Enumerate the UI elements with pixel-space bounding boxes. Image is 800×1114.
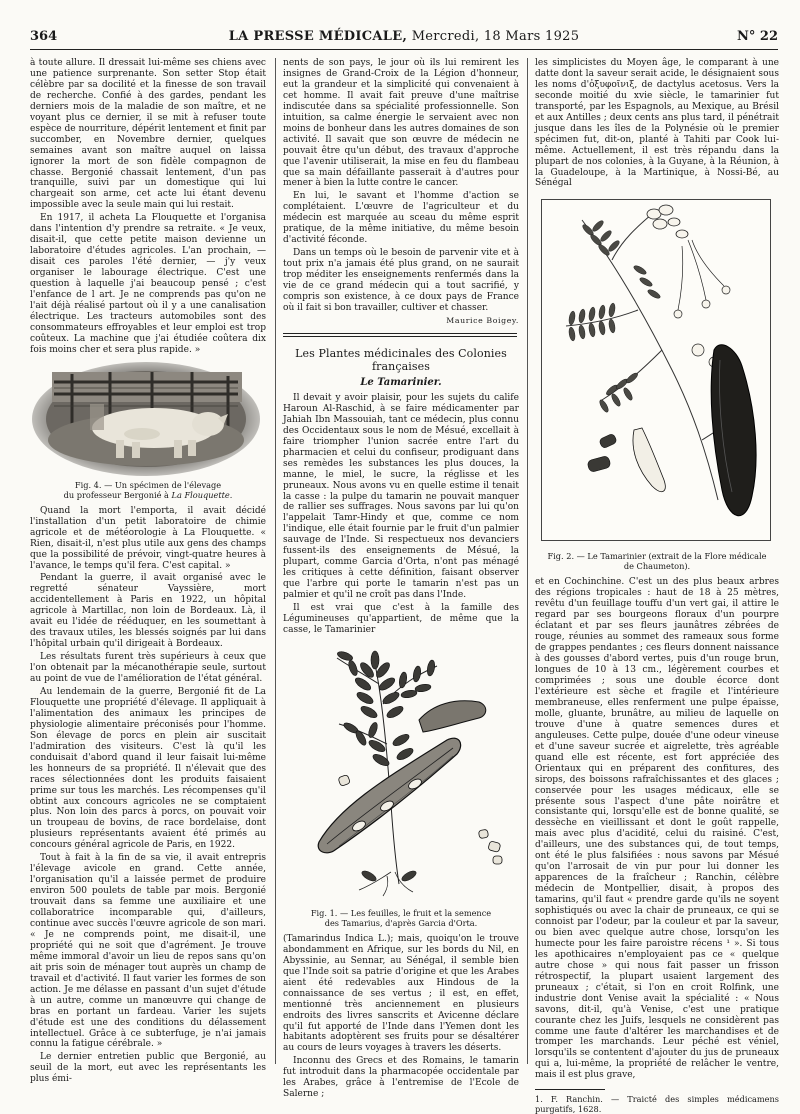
figure-2-caption [535, 551, 779, 571]
paragraph: à toute allure. Il dressait lui-même ses chiens avec une patience surprenante. Son setter Stop était célèbre par sa docilité et la finesse de son travail de recherche. Confié à des gardes, pendant les derniers mois de la maladie de son maître, et ne voyant plus ce dernier, il se mit à refuser toute espèce de nourriture, dépérit lentement et finit par succomber, en Novembre dernier, quelques semaines avant son maître auquel on laissa ignorer la mort de son fidèle compagnon de chasse. Bergonié chassait lentement, d'un pas tranquille, suivi par un domestique qui lui chargeait son arme, cet acte lui étant devenu impossible avec la seule main qui lui restait. [30, 58, 266, 211]
caption-line: des Tamarius, d'après Garcia d'Orta. [324, 917, 478, 928]
paragraph: Pendant la guerre, il avait organisé avec le regretté sénateur Vayssière, mort accidentellement à Paris en 1922, un hôpital agricole à Martillac, non loin de Bordeaux. Là, il avait eu l'idée de rééduquer, en les soumettant à des travaux utiles, les blessés soignés par lui dans l'hôpital urbain qu'il dirigeait à Bordeaux. [30, 573, 266, 650]
paragraph: En lui, le savant et l'homme d'action se complétaient. L'œuvre de l'agriculteur et du médecin est marquée au sceau du même esprit pratique, de la même initiative, du même besoin d'activité féconde. [283, 191, 519, 246]
tamarind-leaves-fruit-engraving [283, 644, 517, 898]
article-title: Le Tamarinier. [360, 376, 442, 388]
paragraph: Les résultats furent très supérieurs à ceux que l'on obtenait par la mécanothérapie seule, surtout au point de vue de l'amélioration de l'état général. [30, 652, 266, 685]
paragraph: En 1917, il acheta La Flouquette et l'organisa dans l'intention d'y prendre sa retraite. « Je veux, disait-il, que cette petite maison devienne un laboratoire d'études agricoles. L'an prochain, — disait ces paroles l'été dernier, — j'y veux organiser le labourage électrique. C'est une question à laquelle j'ai beaucoup pensé ; c'est l'enfance de l art. Je ne comprends pas qu'on ne l'ait déjà réalisé partout où il y a une canalisation électrique. Les tracteurs automobiles sont des consommateurs effroyables et leur emploi est trop coûteux. La machine que j'ai étudiée coûtera dix fois moins cher et sera plus rapide. » [30, 213, 266, 355]
column-1 [30, 58, 266, 1085]
paragraph: (Tamarindus Indica L.); mais, quoiqu'on le trouve abondamment en Afrique, sur les bords du Nil, en Abyssinie, au Sennar, au Sénégal, il semble bien que l'Inde soit sa patrie d'origine et que les Arabes aient été redevables aux Hindous de la connaissance de ses vertus ; il est, en effet, mentionné très anciennement en plusieurs endroits des livres sanscrits et Avicenne déclare qu'il fut apporté de l'Inde dans l'Yemen dont les habitants adoptèrent ses fruits pour se désaltérer au cours de leurs voyages à travers les déserts. [283, 933, 519, 1054]
section-separator [283, 333, 517, 334]
section-title: Les Plantes médicinales des Colonies françaises [295, 346, 507, 373]
caption-line: du professeur Bergonié à [63, 489, 169, 500]
issue-number: N° 22 [737, 29, 778, 44]
paragraph: Au lendemain de la guerre, Bergonié fit de La Flouquette une propriété d'élevage. Il appliquait à l'alimentation des animaux les principes de physiologie alimentaire préconisés pour l'homme. Son élevage de porcs en plein air suscitait l'admiration des visiteurs. C'est là qu'il les conduisait d'abord quand il leur faisait lui-même les honneurs de sa propriété. Il n'élevait que des races sélectionnées dont les produits faisaient prime sur tous les marchés. Les récompenses qu'il obtint aux concours agricoles ne se comptaient plus. Non loin des parcs à porcs, on pouvait voir un troupeau de bovins, de race bordelaise, dont plusieurs représentants avaient été primés au concours général agricole de Paris, en 1922. [30, 686, 266, 851]
figure-1-caption [283, 908, 519, 928]
paragraph: Le dernier entretien public que Bergonié, au seuil de la mort, eut avec les représentants les plus émi- [30, 1052, 266, 1085]
paragraph: et en Cochinchine. C'est un des plus beaux arbres des régions tropicales : haut de 18 à 25 mètres, revêtu d'un feuillage touffu d'un vert gai, il attire le regard par ses bourgeons floraux d'un pourpre éclatant et par ses fleurs jaunâtres zébrées de rouge, réunies au sommet des rameaux sous forme de grappes pendantes ; ces fleurs donnent naissance à des gousses d'abord vertes, puis d'un rouge brun, longues de 10 à 13 cm., légèrement courbes et comprimées ; sous une double écorce dont l'extérieure est sèche et fragile et l'intérieure membraneuse, elles renferment une pulpe épaisse, molle, gluante, brunâtre, au milieu de laquelle on trouve d'une à quatre semences dures et anguleuses. Cette pulpe, douée d'une odeur vineuse et d'une saveur sucrée et aigrelette, très agréable quand elle est récente, est fort appréciée des Orientaux qui en préparent des confitures, des sirops, des boissons rafraîchissantes et des glaces ; conservée pour les usages médicaux, elle se présente sous l'aspect d'une pâte noirâtre et consistante qui, lorsqu'elle est de bonne qualité, se dessèche en vieillissant et dont le goût rappelle, mais avec plus d'acidité, celui du raisiné. C'est, d'ailleurs, une des substances qui, de tout temps, ont été le plus falsifiées : nous savons par Mésué qu'on l'arrosait de vin pur pour lui donner les apparences de la fraîcheur ; Ranchin, célèbre médecin de Montpellier, disait, à propos des tamarins, qu'il faut « prendre garde qu'ils ne soyent sophistiqués ou avec la chair de pruneaux, ce qui se connoist par l'odeur, par la couleur et par la saveur, ou bien avec quelque autre chose, lorsqu'on les humecte pour les faire paroistre récens ¹ ». Si tous les apothicaires n'employaient pas ce « quelque autre chose » qui nous fait passer un frisson rétrospectif, la plupart usaient largement des pruneaux ; c'était, si l'on en croit Rolfink, une industrie dont Venise avait la spécialité : « Nous savons, dit-il, qu'à Venise, c'est une pratique courante chez les Juifs, lesquels ne considèrent pas comme une faute d'altérer les marchandises et de tromper les marchands. Leur péché est véniel, lorsqu'ils se contentent d'ajouter du jus de pruneaux qui a, lui-même, la propriété de relâcher le ventre, mais il est plus grave, [535, 577, 779, 1081]
column-rule [527, 58, 528, 1064]
pig-farm-photo [32, 362, 260, 476]
caption-line: Fig. 2. — Le Tamarinier (extrait de la Flore médicale [547, 551, 767, 562]
section-separator [283, 336, 517, 337]
paragraph: nents de son pays, le jour où ils lui remirent les insignes de Grand-Croix de la Légion d'honneur, eut la grandeur et la simplicité qui convenaient à cet homme. Il avait fait preuve d'une maîtrise indiscutée dans sa spécialité professionnelle. Son intuition, sa calme énergie le servaient avec non moins de bonheur dans les autres domaines de son activité. Il savait que son œuvre de médecin ne pouvait être qu'un début, des travaux d'approche que l'avenir utiliserait, la mise en feu du flambeau que sa main défaillante passerait à d'autres pour mener à bien la lutte contre le cancer. [283, 58, 519, 189]
caption-line: Fig. 4. — Un spécimen de l'élevage [74, 479, 222, 490]
column-2 [283, 58, 519, 1100]
caption-line: de Chaumeton). [623, 561, 691, 572]
paragraph: Quand la mort l'emporta, il avait décidé l'installation d'un petit laboratoire de chimie agricole et de météorologie à La Flouquette. « Rien, disait-il, n'est plus utile aux gens des champs que la possibilité de prévoir, vingt-quatre heures à l'avance, le temps qu'il fera. C'est capital. » [30, 505, 266, 571]
paragraph: Tout à fait à la fin de sa vie, il avait entrepris l'élevage avicole en grand. Cette année, l'organisation qu'il a laissée permet de produire environ 500 poulets de table par mois. Bergonié trouvait dans sa femme une auxiliaire et une collaboratrice incomparable qui, d'ailleurs, continue avec succès l'œuvre agricole de son mari. « Je ne comprends point, me disait-il, une propriété qui ne soit que d'agrément. Je trouve même immoral d'avoir un lieu de repos sans qu'on ait pris soin de ménager tout auprès un champ de travail et d'activité. Il faut varier les formes de son action. Je me délasse en passant d'un sujet d'étude à un autre, comme un manœuvre qui change de bras en portant un fardeau. Varier les sujets d'étude est une des conditions du délassement intellectuel. Grâce à ce subterfuge, je n'ai jamais connu la fatigue cérébrale. » [30, 853, 266, 1050]
journal-title: LA PRESSE MÉDICALE, [228, 29, 408, 44]
paragraph: Inconnu des Grecs et des Romains, le tamarin fut introduit dans la pharmacopée occidentale par les Arabes, grâce à l'entremise de l'Ecole de Salerne ; [283, 1056, 519, 1100]
figure-4-caption [30, 480, 266, 500]
tamarind-tree-engraving [541, 199, 771, 541]
journal-header [30, 29, 778, 44]
paragraph: Il est vrai que c'est à la famille des Légumineuses qu'appartient, de même que la casse, le Tamarinier [283, 603, 519, 635]
footnote-separator [535, 1089, 605, 1090]
author-signature: Maurice Boigey. [446, 315, 519, 325]
pig-pen-illustration [32, 362, 260, 476]
paragraph: les simplicistes du Moyen âge, le comparant à une datte dont la saveur serait acide, le désignaient sous les noms d'ὀξυφοῖνιξ, de dactylus acetosus. Vers la seconde moitié du xvie siècle, le tamarinier fut transporté, par les Espagnols, au Mexique, au Brésil et aux Antilles ; deux cents ans plus tard, il pénétrait jusque dans les îles de la Polynésie où le premier spécimen fut, dit-on, planté à Tahiti par Cook lui-même. Actuellement, il est très répandu dans la plupart de nos colonies, à la Guyane, à la Réunion, à la Guadeloupe, à la Martinique, à Nossi-Bé, au Sénégal [535, 58, 779, 189]
column-3 [535, 58, 779, 1114]
issue-date: Mercredi, 18 Mars 1925 [411, 29, 580, 44]
running-head [30, 27, 778, 50]
caption-italic: La Flouquette. [171, 489, 233, 500]
paragraph: Il devait y avoir plaisir, pour les sujets du calife Haroun Al-Raschid, à se faire médicamenter par Jahiah Ibn Massouiah, tant ce médecin, plus connu des Occidentaux sous le nom de Mésué, excellait à faire triompher l'union sacrée entre l'art du pharmacien et celui du confiseur, prodiguant dans ses remèdes les substances les plus douces, la manne, le miel, le sucre, la réglisse et les pruneaux. Nous avons vu en quelle estime il tenait la casse : la pulpe du tamarin ne pouvait manquer de rallier ses suffrages. Nous savons par lui qu'on l'appelait Tamr-Hindy et que, comme ce nom l'indique, elle était fournie par le fruit d'un palmier sauvage de l'Inde. Si respectueux nos devanciers fussent-ils des enseignements de Mésué, la plupart, comme Garcia d'Orta, n'ont pas ménagé les critiques à cette définition, faisant observer que l'arbre qui porte le tamarin n'est pas un palmier et qu'il ne croît pas dans l'Inde. [283, 392, 519, 601]
footnote: 1. F. Ranchin. — Traicté des simples médicamens purgatifs, 1628. [535, 1094, 779, 1114]
paragraph: Dans un temps où le besoin de parvenir vite et à tout prix n'a jamais été plus grand, on ne saurait trop méditer les enseignements renfermés dans la vie de ce grand médecin qui a tout sacrifié, y compris son existence, à ce doux pays de France où il fait si bon travailler, cultiver et chasser. [283, 248, 519, 313]
column-rule [275, 58, 276, 1064]
caption-line: Fig. 1. — Les feuilles, le fruit et la semence [310, 907, 492, 918]
page-number: 364 [30, 29, 58, 44]
